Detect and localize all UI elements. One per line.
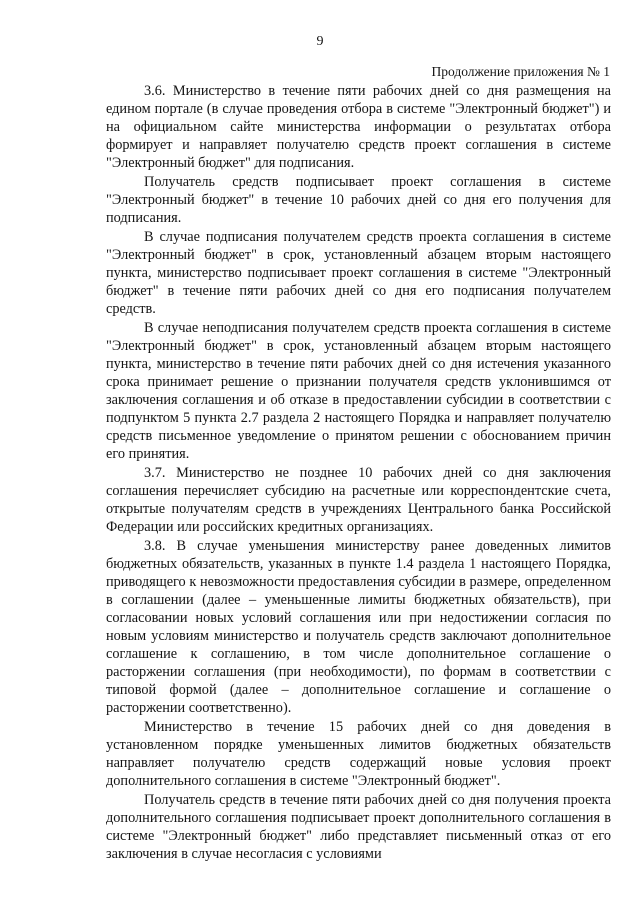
paragraph-non-signing: В случае неподписания получателем средств проекта соглашения в системе "Электронный бюджет" в срок, установленный абзацем вторым настоящего пункта, министерство в течение пяти рабочих дней со дня истечения указанного срока принимает решение о признании получателя средств уклонившимся от заключения соглашения и об отказе в предоставлении субсидии в соответствии с подпунктом 5 пункта 2.7 раздела 2 настоящего Порядка и направляет получателю средств письменное уведомление о принятом решении с обоснованием причин его принятия. <box>106 320 611 462</box>
paragraph-recipient-response: Получатель средств в течение пяти рабочих дней со дня получения проекта дополнительного соглашения подписывает проект дополнительного соглашения в системе "Электронный бюджет" либо представляет письменный отказ от его заключения в случае несогласия с условиями <box>106 792 611 862</box>
paragraph-3-7: 3.7. Министерство не позднее 10 рабочих дней со дня заключения соглашения перечисляет субсидию на расчетные или корреспондентские счета, открытые получателям средств в учреждениях Центрального банка Российской Федерации или российских кредитных организациях. <box>106 465 611 535</box>
page-number: 9 <box>316 34 324 49</box>
paragraph-additional-agreement-draft: Министерство в течение 15 рабочих дней со дня доведения в установленном порядке уменьшенных лимитов бюджетных обязательств направляет получателю средств содержащий новые условия проект дополнительного соглашения в системе "Электронный бюджет". <box>106 719 611 789</box>
appendix-continuation-note: Продолжение приложения № 1 <box>431 64 610 79</box>
document-body <box>106 82 611 863</box>
paragraph-3-8: 3.8. В случае уменьшения министерству ранее доведенных лимитов бюджетных обязательств, указанных в пункте 1.4 раздела 1 настоящего Порядка, приводящего к невозможности предоставления субсидии в размере, определенном в соглашении (далее – уменьшенные лимиты бюджетных обязательств), при согласовании новых условий соглашения или при недостижении согласия по новым условиям министерство и получатель средств заключают дополнительное соглашение к соглашению, в том числе дополнительное соглашение о расторжении соглашения (при необходимости), по формам в соответствии с типовой формой (далее – дополнительное соглашение и соглашение о расторжении соответственно). <box>106 538 611 716</box>
paragraph-signing-by-recipient: Получатель средств подписывает проект соглашения в системе "Электронный бюджет" в течение 10 рабочих дней со дня его получения для подписания. <box>106 174 611 226</box>
paragraph-3-6: 3.6. Министерство в течение пяти рабочих дней со дня размещения на едином портале (в случае проведения отбора в системе "Электронный бюджет") и на официальном сайте министерства информации о результатах отбора формирует и направляет получателю средств проект соглашения в системе "Электронный бюджет" для подписания. <box>106 83 611 171</box>
paragraph-signing-by-ministry: В случае подписания получателем средств проекта соглашения в системе "Электронный бюджет" в срок, установленный абзацем вторым настоящего пункта, министерство подписывает проект соглашения в системе "Электронный бюджет" в течение пяти рабочих дней со дня его подписания получателем средств. <box>106 229 611 317</box>
